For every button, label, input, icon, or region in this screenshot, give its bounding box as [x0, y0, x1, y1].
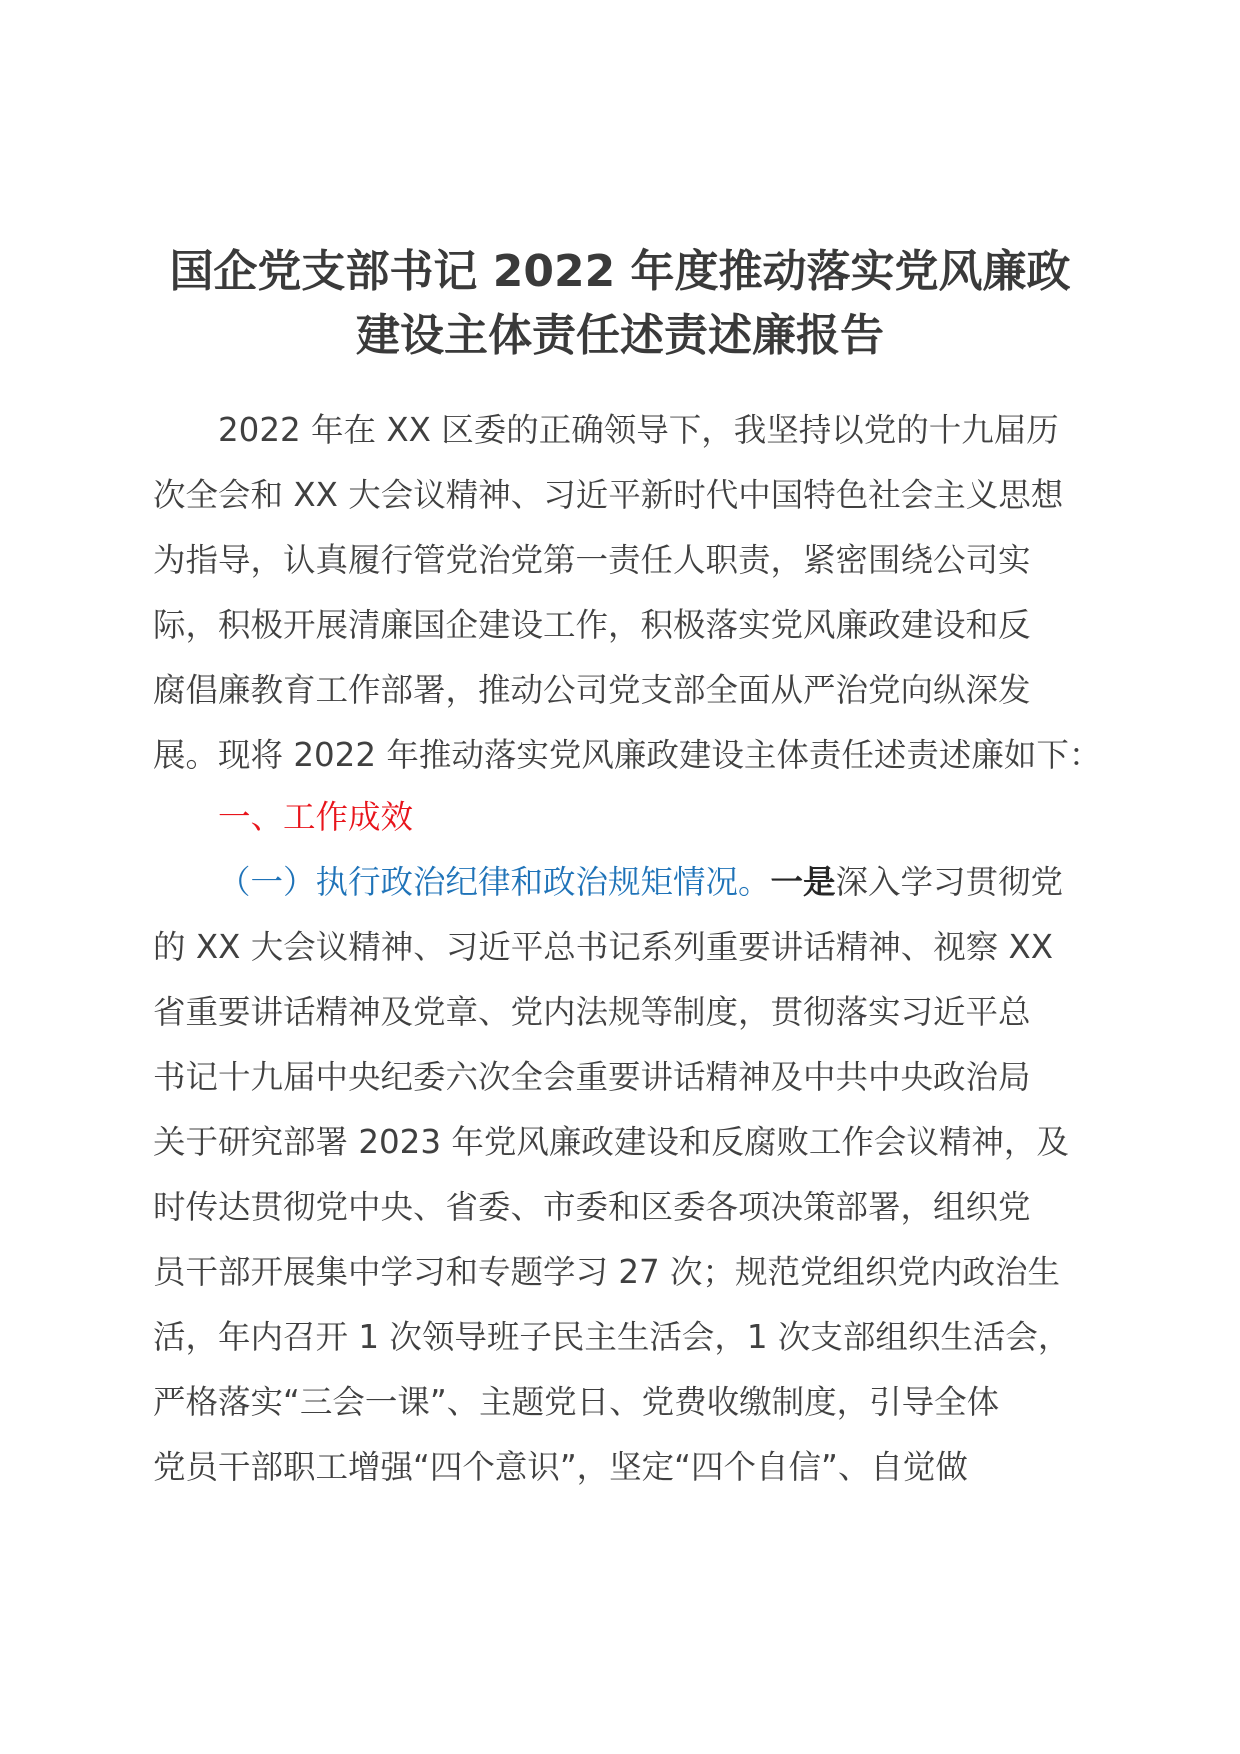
paragraph-line: 关于研究部署 2023 年党风廉政建设和反腐败工作会议精神，及 [153, 1123, 1069, 1161]
paragraph-line: 书记十九届中央纪委六次全会重要讲话精神及中共中央政治局 [153, 1058, 1031, 1096]
paragraph-line: 时传达贯彻党中央、省委、市委和区委各项决策部署，组织党 [153, 1188, 1031, 1226]
paragraph-line: 腐倡廉教育工作部署，推动公司党支部全面从严治党向纵深发 [153, 671, 1031, 709]
document-title [140, 240, 1100, 368]
section-heading [153, 785, 1113, 850]
paragraph-line: 员干部开展集中学习和专题学习 27 次；规范党组织党内政治生 [153, 1253, 1061, 1291]
title-line: 建设主体责任述责述廉报告 [356, 310, 884, 361]
paragraph-line: 次全会和 XX 大会议精神、习近平新时代中国特色社会主义思想 [153, 476, 1064, 514]
subsection-lead: 一是 [770, 863, 836, 901]
paragraph-line: 严格落实“三会一课”、主题党日、党费收缴制度，引导全体 [153, 1383, 1000, 1421]
paragraph-line: 省重要讲话精神及党章、党内法规等制度，贯彻落实习近平总 [153, 993, 1031, 1031]
title-line: 国企党支部书记 2022 年度推动落实党风廉政 [169, 246, 1071, 297]
paragraph-line: 为指导，认真履行管党治党第一责任人职责，紧密围绕公司实 [153, 541, 1031, 579]
subsection-first-line-rest: 深入学习贯彻党 [835, 863, 1064, 901]
paragraph-line: 2022 年在 XX 区委的正确领导下，我坚持以党的十九届历 [218, 411, 1059, 449]
subsection-label: （一）执行政治纪律和政治规矩情况。 [218, 863, 771, 901]
paragraph-line: 展。现将 2022 年推动落实党风廉政建设主体责任述责述廉如下： [153, 736, 1102, 774]
intro-paragraph [153, 398, 1113, 788]
subsection-paragraph [153, 850, 1113, 1500]
section-heading-text: 一、工作成效 [218, 798, 414, 836]
paragraph-line: 的 XX 大会议精神、习近平总书记系列重要讲话精神、视察 XX [153, 928, 1054, 966]
paragraph-line: 际，积极开展清廉国企建设工作，积极落实党风廉政建设和反 [153, 606, 1031, 644]
paragraph-line: 活，年内召开 1 次领导班子民主生活会，1 次支部组织生活会， [153, 1318, 1071, 1356]
paragraph-line: 党员干部职工增强“四个意识”，坚定“四个自信”、自觉做 [153, 1448, 968, 1486]
paragraph-line [153, 850, 1113, 915]
